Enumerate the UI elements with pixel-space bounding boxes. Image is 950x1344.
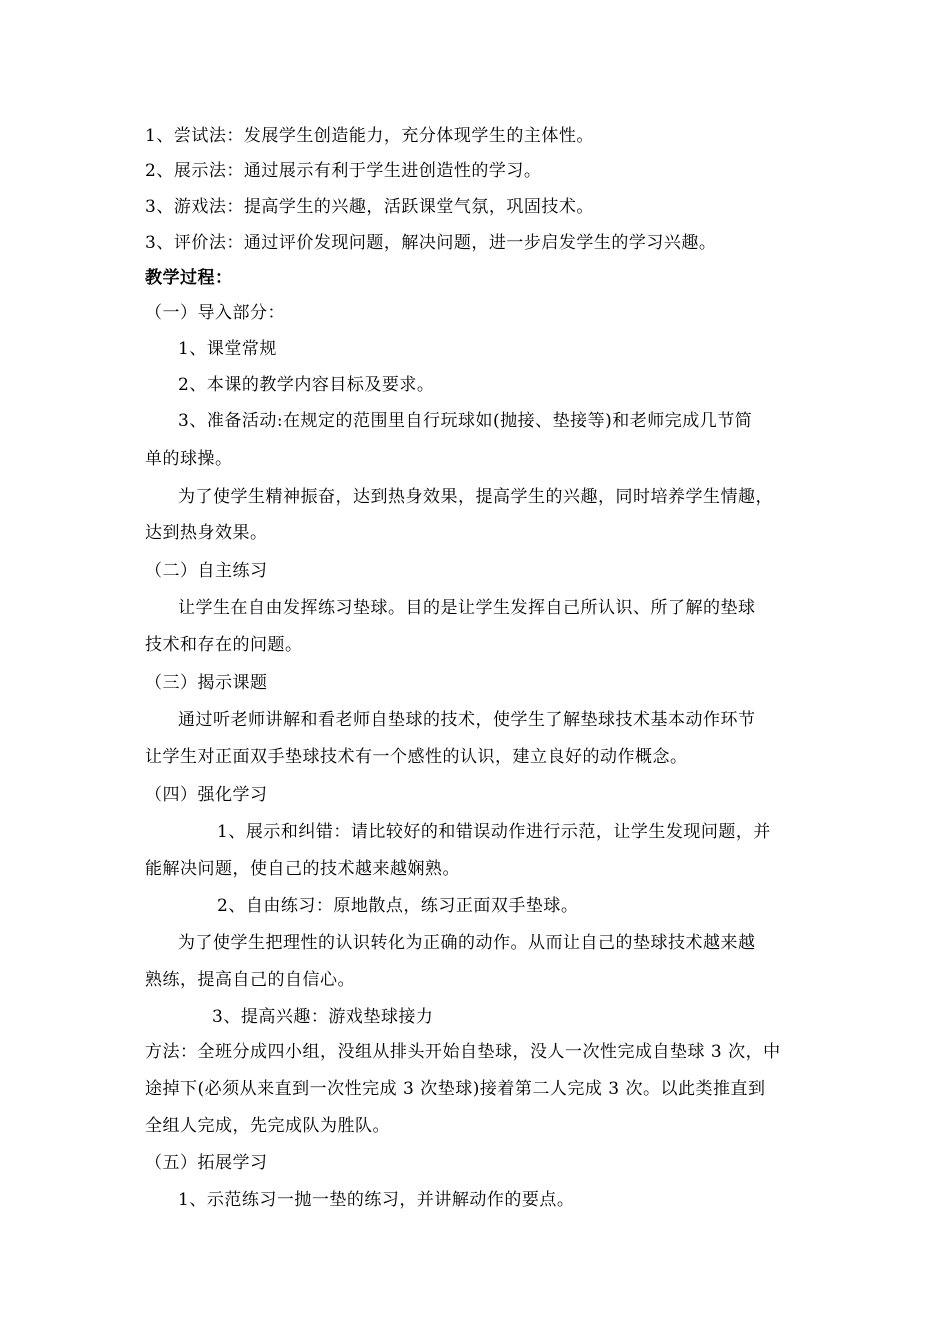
section1-title: （一）导入部分：: [145, 303, 285, 323]
section4-item1-line2: 能解决问题，使自己的技术越来越娴熟。: [145, 859, 460, 879]
section4-purpose-line1: 为了使学生把理性的认识转化为正确的动作。从而让自己的垫球技术越来越: [178, 933, 756, 953]
section1-purpose-line2: 达到热身效果。: [145, 523, 268, 543]
section3-text-line2: 让学生对正面双手垫球技术有一个感性的认识，建立良好的动作概念。: [145, 747, 688, 767]
method-item-display: 2、展示法：通过展示有利于学生进创造性的学习。: [145, 161, 542, 181]
section1-purpose-line1: 为了使学生精神振奋，达到热身效果，提高学生的兴趣，同时培养学生情趣，: [178, 487, 773, 507]
section3-text-line1: 通过听老师讲解和看老师自垫球的技术，使学生了解垫球技术基本动作环节: [178, 710, 756, 730]
section4-item2: 2、自由练习：原地散点，练习正面双手垫球。: [217, 896, 579, 916]
section1-item3-line1: 3、准备活动:在规定的范围里自行玩球如(抛接、垫接等)和老师完成几节简: [178, 411, 753, 431]
section5-item1: 1、示范练习一抛一垫的练习，并讲解动作的要点。: [178, 1190, 575, 1210]
section4-item1-line1: 1、展示和纠错：请比较好的和错误动作进行示范，让学生发现问题，并: [217, 822, 771, 842]
section1-item3-line2: 单的球操。: [145, 449, 233, 469]
section1-item2: 2、本课的教学内容目标及要求。: [178, 375, 435, 395]
section4-purpose-line2: 熟练，提高自己的自信心。: [145, 970, 355, 990]
section1-item1: 1、课堂常规: [178, 339, 277, 359]
section4-method-line2: 途掉下(必须从来直到一次性完成 3 次垫球)接着第二人完成 3 次。以此类推直到: [145, 1079, 766, 1099]
method-item-game: 3、游戏法：提高学生的兴趣，活跃课堂气氛，巩固技术。: [145, 197, 594, 217]
section3-title: （三）揭示课题: [145, 673, 268, 693]
section4-title: （四）强化学习: [145, 785, 268, 805]
method-item-trial: 1、尝试法：发展学生创造能力，充分体现学生的主体性。: [145, 126, 594, 146]
section4-item3: 3、提高兴趣：游戏垫球接力: [212, 1007, 434, 1027]
method-item-evaluation: 3、评价法：通过评价发现问题，解决问题，进一步启发学生的学习兴趣。: [145, 233, 717, 253]
process-heading: 教学过程：: [145, 268, 233, 288]
section2-text-line1: 让学生在自由发挥练习垫球。目的是让学生发挥自己所认识、所了解的垫球: [178, 598, 756, 618]
section5-title: （五）拓展学习: [145, 1153, 268, 1173]
section2-text-line2: 技术和存在的问题。: [145, 635, 303, 655]
section2-title: （二）自主练习: [145, 561, 268, 581]
section4-method-line3: 全组人完成，先完成队为胜队。: [145, 1116, 390, 1136]
section4-method-line1: 方法：全班分成四小组，没组从排头开始自垫球，没人一次性完成自垫球 3 次，中: [145, 1042, 781, 1062]
